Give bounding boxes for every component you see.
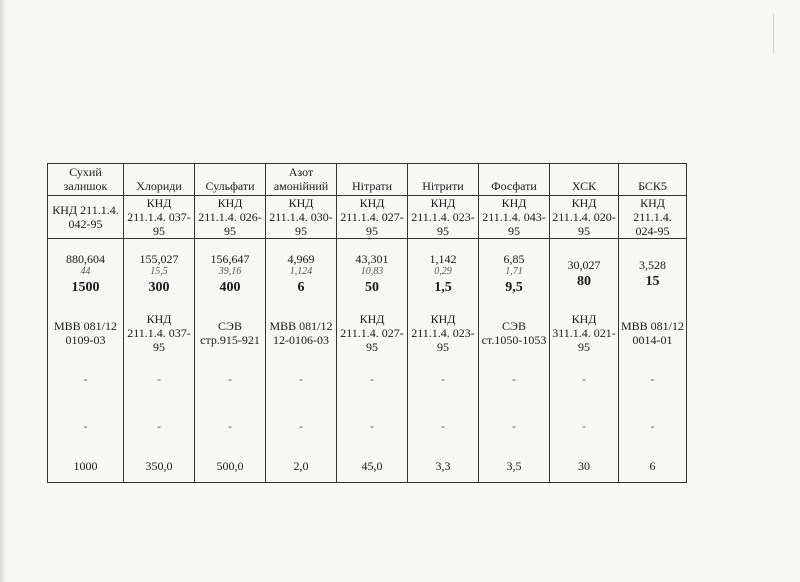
limit-value: 1,5 (434, 280, 452, 296)
dash-cell: - (124, 402, 195, 449)
column-header: Сухий залишок (48, 164, 124, 196)
limit-value: 300 (148, 280, 170, 296)
method2-cell: КНД 211.1.4. 037-95 (124, 311, 195, 356)
limit-value: 80 (577, 274, 591, 290)
sub-value: 1,71 (505, 266, 523, 278)
value-cell (124, 239, 195, 311)
method2-cell: КНД 211.1.4. 027-95 (337, 311, 408, 356)
sub-value: 44 (80, 266, 91, 278)
sub-value: 39,16 (218, 266, 242, 278)
dash-row-1 (48, 356, 687, 403)
column-header: Сульфати (195, 164, 266, 196)
method-cell: КНД 211.1.4. 020-95 (550, 195, 619, 239)
final-value-cell: 500,0 (195, 449, 266, 482)
measured-value: 43,301 (355, 252, 389, 267)
method2-row (48, 311, 687, 356)
sub-value: 0,29 (434, 266, 452, 278)
limit-value: 15 (645, 274, 660, 290)
scan-mark (773, 14, 782, 54)
final-value-cell: 1000 (48, 449, 124, 482)
dash-cell: - (408, 402, 479, 449)
method-row (48, 195, 687, 239)
dash-cell: - (266, 356, 337, 403)
method2-cell: МВВ 081/12 0014-01 (619, 311, 687, 356)
method-cell: КНД 211.1.4. 027-95 (337, 195, 408, 239)
value-cell (619, 239, 687, 311)
dash-cell: - (195, 402, 266, 449)
dash-cell: - (550, 356, 619, 403)
limit-value: 6 (297, 280, 305, 296)
method2-cell: МВВ 081/12 12-0106-03 (266, 311, 337, 356)
header-row (48, 164, 687, 196)
limit-value: 1500 (71, 280, 100, 296)
limit-row (48, 449, 687, 482)
dash-cell: - (124, 356, 195, 403)
method-cell: КНД 211.1.4. 042-95 (48, 195, 124, 239)
value-cell (408, 239, 479, 311)
measured-value: 3,528 (639, 258, 666, 273)
sub-value: 1,124 (289, 266, 313, 278)
method-cell: КНД 211.1.4. 037-95 (124, 195, 195, 239)
measured-value: 156,647 (210, 252, 250, 267)
dash-cell: - (619, 402, 687, 449)
values-row (48, 239, 687, 311)
column-header: БСК5 (619, 164, 687, 196)
measured-value: 155,027 (139, 252, 179, 267)
limit-value: 9,5 (505, 280, 523, 296)
column-header: Хлориди (124, 164, 195, 196)
results-table (47, 163, 687, 483)
final-value-cell: 350,0 (124, 449, 195, 482)
method2-cell: КНД 311.1.4. 021-95 (550, 311, 619, 356)
column-header: Нітрати (337, 164, 408, 196)
sub-value: 15,5 (150, 266, 168, 278)
dash-cell: - (550, 402, 619, 449)
method2-cell: СЭВ ст.1050-1053 (479, 311, 550, 356)
method-cell: КНД 211.1.4. 043-95 (479, 195, 550, 239)
final-value-cell: 6 (619, 449, 687, 482)
final-value-cell: 3,3 (408, 449, 479, 482)
final-value-cell: 3,5 (479, 449, 550, 482)
dash-cell: - (337, 402, 408, 449)
method-cell: КНД 211.1.4. 023-95 (408, 195, 479, 239)
final-value-cell: 45,0 (337, 449, 408, 482)
measured-value: 880,604 (66, 252, 105, 267)
dash-cell: - (48, 402, 124, 449)
dash-cell: - (337, 356, 408, 403)
dash-cell: - (479, 356, 550, 403)
dash-cell: - (266, 402, 337, 449)
value-cell (266, 239, 337, 311)
value-cell (550, 239, 619, 311)
method2-cell: КНД 211.1.4. 023-95 (408, 311, 479, 356)
method2-cell: МВВ 081/12 0109-03 (48, 311, 124, 356)
dash-cell: - (479, 402, 550, 449)
sub-value: 10,83 (360, 266, 384, 278)
method-cell: КНД 211.1.4. 026-95 (195, 195, 266, 239)
measured-value: 6,85 (503, 252, 525, 267)
method2-cell: СЭВ стр.915-921 (195, 311, 266, 356)
dash-cell: - (408, 356, 479, 403)
measured-value: 30,027 (567, 258, 601, 273)
column-header: Нітрити (408, 164, 479, 196)
dash-cell: - (619, 356, 687, 403)
method-cell: КНД 211.1.4. 030-95 (266, 195, 337, 239)
method-cell: КНД 211.1.4. 024-95 (619, 195, 687, 239)
column-header: ХСК (550, 164, 619, 196)
dash-cell: - (195, 356, 266, 403)
value-cell (479, 239, 550, 311)
value-cell (48, 239, 124, 311)
dash-cell: - (48, 356, 124, 403)
column-header: Фосфати (479, 164, 550, 196)
value-cell (195, 239, 266, 311)
dash-row-2 (48, 402, 687, 449)
limit-value: 50 (365, 280, 379, 296)
column-header: Азот амонійний (266, 164, 337, 196)
final-value-cell: 2,0 (266, 449, 337, 482)
limit-value: 400 (219, 280, 241, 296)
scan-edge (0, 0, 6, 582)
measured-value: 4,969 (287, 252, 315, 267)
value-cell (337, 239, 408, 311)
measured-value: 1,142 (429, 252, 457, 267)
final-value-cell: 30 (550, 449, 619, 482)
